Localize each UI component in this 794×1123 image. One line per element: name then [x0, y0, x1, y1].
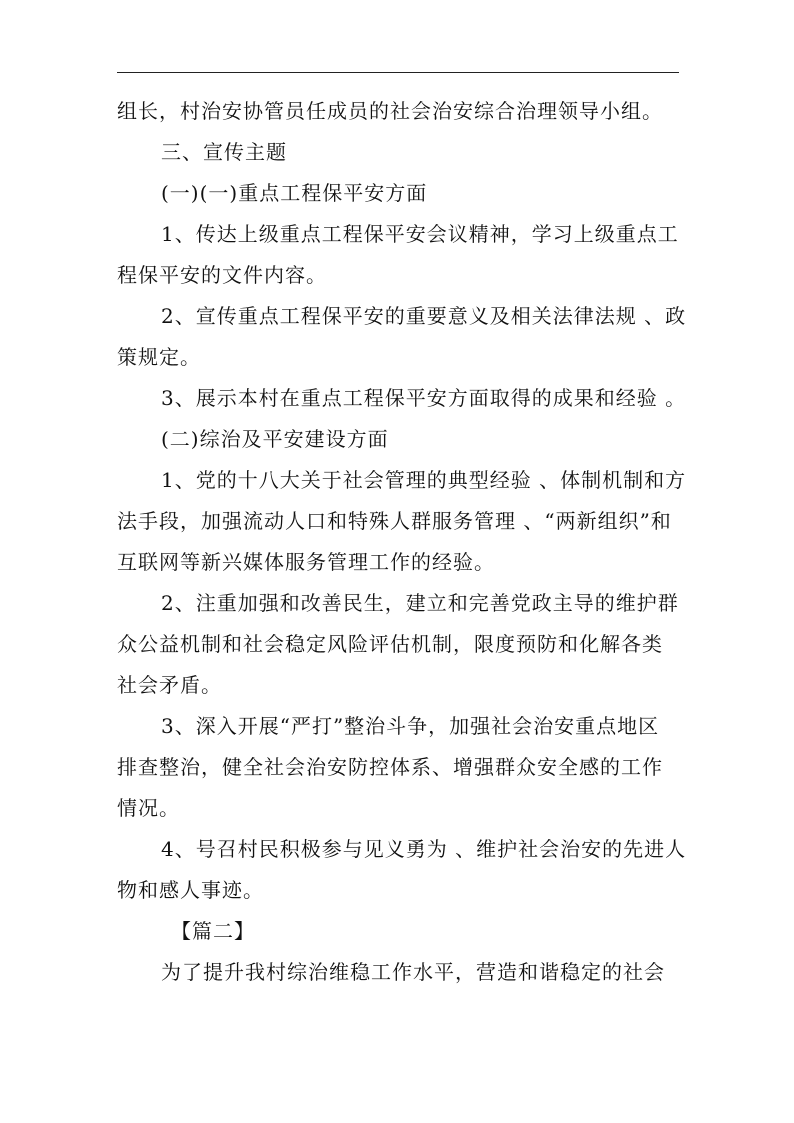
text-line: 物和感人事迹。	[117, 878, 264, 902]
text-line: 1、党的十八大关于社会管理的典型经验 、体制机制和方	[161, 468, 687, 492]
text-line: 组长，村治安协管员任成员的社会治安综合治理领导小组。	[117, 99, 663, 123]
text-line: 情况。	[117, 796, 180, 820]
subsection-heading: (二)综治及平安建设方面	[161, 427, 389, 451]
text-line: 策规定。	[117, 345, 201, 369]
text-line: 程保平安的文件内容。	[117, 263, 327, 287]
text-line: 2、注重加强和改善民生，建立和完善党政主导的维护群	[161, 591, 679, 615]
text-line: 众公益机制和社会稳定风险评估机制，限度预防和化解各类	[117, 632, 663, 656]
text-line: 3、深入开展“严打”整治斗争，加强社会治安重点地区	[161, 714, 660, 738]
header-rule	[117, 72, 679, 73]
text-line: 为了提升我村综治维稳工作水平，营造和谐稳定的社会	[161, 960, 665, 984]
text-line: 2、宣传重点工程保平安的重要意义及相关法律法规 、政	[161, 304, 687, 328]
chapter-marker: 【篇二】	[171, 919, 255, 943]
text-line: 排查整治，健全社会治安防控体系、增强群众安全感的工作	[117, 755, 663, 779]
text-line: 1、传达上级重点工程保平安会议精神，学习上级重点工	[161, 222, 679, 246]
section-heading: 三、宣传主题	[161, 140, 287, 164]
text-line: 3、展示本村在重点工程保平安方面取得的成果和经验 。	[161, 386, 687, 410]
document-body	[117, 91, 687, 993]
text-line: 法手段，加强流动人口和特殊人群服务管理 、“两新组织”和	[117, 509, 672, 533]
text-line: 互联网等新兴媒体服务管理工作的经验。	[117, 550, 495, 574]
text-line: 4、号召村民积极参与见义勇为 、维护社会治安的先进人	[161, 837, 687, 861]
text-line: 社会矛盾。	[117, 673, 222, 697]
subsection-heading: (一)(一)重点工程保平安方面	[161, 181, 428, 205]
